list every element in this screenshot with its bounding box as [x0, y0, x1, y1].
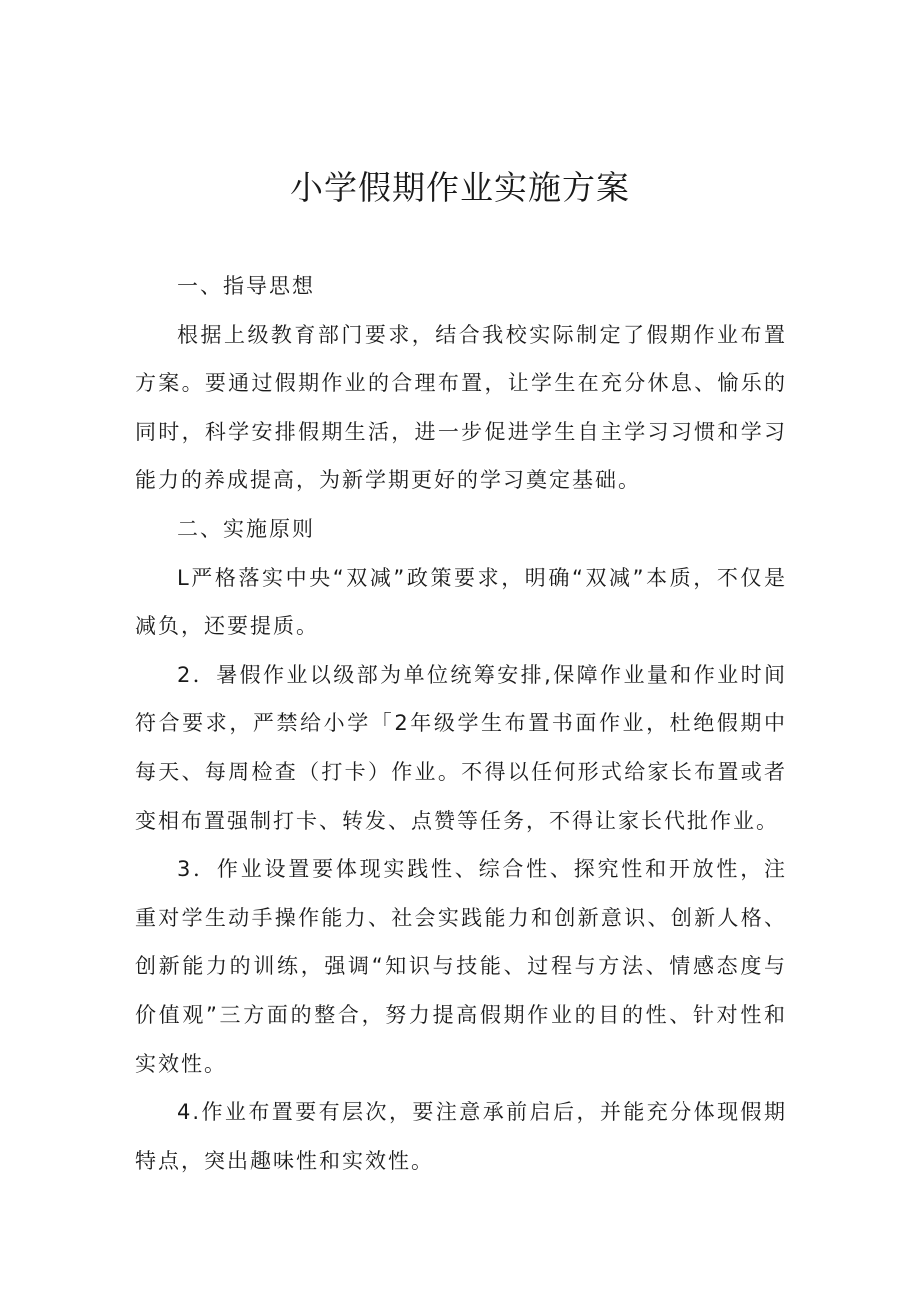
principle-item-2: 2．暑假作业以级部为单位统筹安排,保障作业量和作业时间符合要求，严禁给小学「2年级学生布置书面作业，杜绝假期中每天、每周检查（打卡）作业。不得以任何形式给家长布置或者变相布置强制打卡、转发、点赞等任务，不得让家长代批作业。	[135, 662, 787, 833]
document-body	[135, 262, 787, 1185]
principle-item-3: 3．作业设置要体现实践性、综合性、探究性和开放性，注重对学生动手操作能力、社会实践能力和创新意识、创新人格、创新能力的训练，强调“知识与技能、过程与方法、情感态度与价值观”三方面的整合，努力提高假期作业的目的性、针对性和实效性。	[135, 857, 787, 1076]
section-heading-principles: 二、实施原则	[177, 516, 315, 541]
paragraph-guiding-ideology: 根据上级教育部门要求，结合我校实际制定了假期作业布置方案。要通过假期作业的合理布置，让学生在充分休息、愉乐的同时，科学安排假期生活，进一步促进学生自主学习习惯和学习能力的养成提高，为新学期更好的学习奠定基础。	[135, 322, 787, 493]
principle-item-1: L严格落实中央“双减”政策要求，明确“双减”本质，不仅是减负，还要提质。	[135, 565, 787, 639]
document-title: 小学假期作业实施方案	[290, 168, 630, 207]
principle-item-4: 4.作业布置要有层次，要注意承前启后，并能充分体现假期特点，突出趣味性和实效性。	[135, 1100, 787, 1173]
section-heading-guiding-ideology: 一、指导思想	[177, 274, 315, 298]
